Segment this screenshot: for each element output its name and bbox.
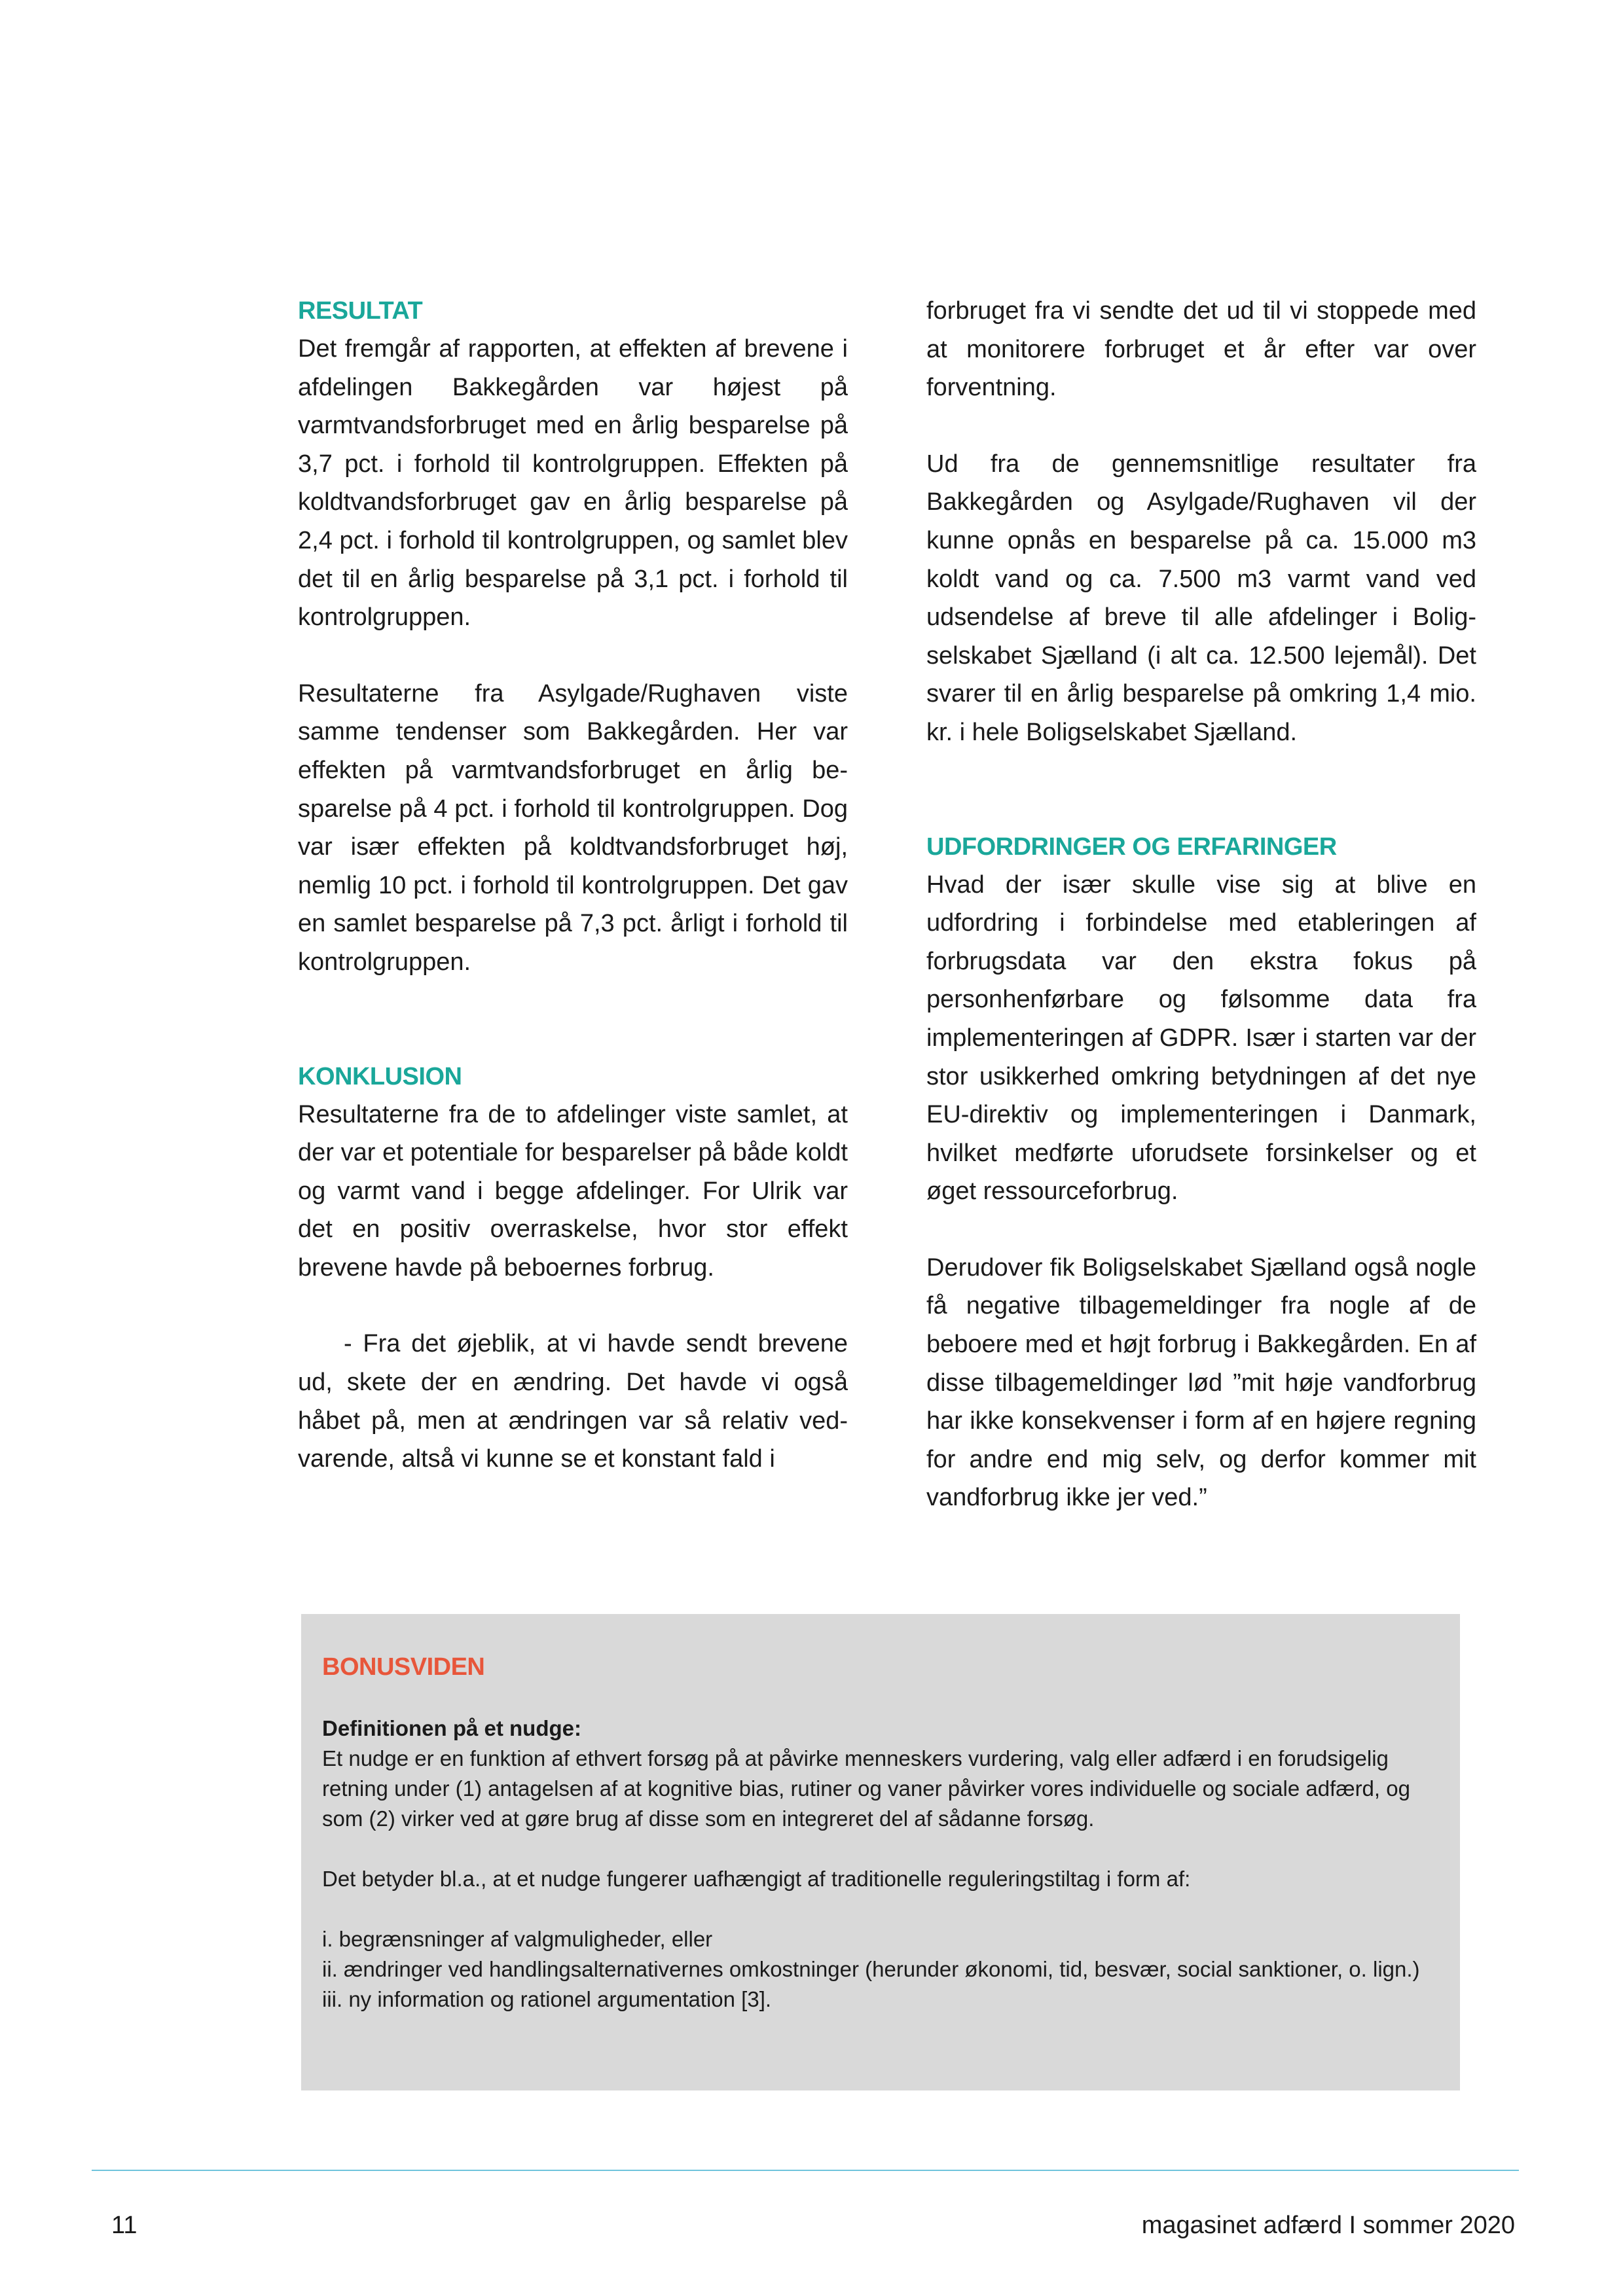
bonus-box	[301, 1614, 1460, 2090]
udfordringer-paragraph-1: Hvad der især skulle vise sig at blive en udfordring i forbindelse med etableringen af forbrugsdata var den ekstra fokus på personhenførbare og følsomme data fra implementeringen af GDPR. Især i starten var der stor usikkerhed omkring betydningen af det nye EU-direktiv og implementeringen i Danmark, hvilket medførte uforudsete forsinkelser og et øget ressourceforbrug.	[926, 870, 1476, 1206]
bonus-list	[322, 1924, 1448, 2015]
konklusion-quote: - Fra det øjeblik, at vi havde sendt brevene ud, skete der en ændring. Det havde vi også håbet på, men at ændringen var så relativ vedvarende, altså vi kunne se et konstant fald i	[298, 1330, 848, 1473]
bonus-title: BONUSVIDEN	[322, 1653, 485, 1681]
udfordringer-heading: UDFORDRINGER OG ERFARINGER	[926, 833, 1337, 861]
resultat-paragraph-2: Resultaterne fra Asylgade/Rughaven viste samme tendenser som Bakkegården. Her var effekten på varmtvandsforbruget en årlig besparelse på 4 pct. i forhold til kontrolgruppen. Dog var især effekten på koldtvandsforbruget høj, nemlig 10 pct. i forhold til kontrolgruppen. Det gav en samlet besparelse på 7,3 pct. årligt i forhold til kontrolgruppen.	[298, 679, 848, 976]
right-column	[926, 292, 1476, 1517]
bonus-intro: Det betyder bl.a., at et nudge fungerer uafhængigt af traditionelle reguleringstiltag i form af:	[322, 1867, 1191, 1891]
bonus-list-item: iii. ny information og rationel argumentation [3].	[322, 1987, 772, 2011]
udfordringer-paragraph-2: Derudover fik Boligselskabet Sjælland også nogle få negative tilbagemeldinger fra nogle af de beboere med et højt forbrug i Bakkegården. En af disse tilbagemeldinger lød ”mit høje vandforbrug har ikke konsekvenser i form af en højere regning for andre end mig selv, og derfor kommer mit vandforbrug ikke jer ved.”	[926, 1253, 1476, 1512]
resultat-heading: RESULTAT	[298, 297, 423, 325]
resultat-paragraph-1: Det fremgår af rapporten, at effekten af brevene i afdelingen Bakkegården var højest på varmtvandsforbruget med en årlig besparelse på 3,7 pct. i forhold til kontrolgruppen. Effekten på koldtvandsforbruget gav en årlig besparelse på 2,4 pct. i forhold til kontrolgruppen, og samlet blev det til en årlig besparelse på 3,1 pct. i forhold til kontrolgruppen.	[298, 335, 848, 632]
konklusion-paragraph-1: Resultaterne fra de to afdelinger viste samlet, at der var et potentiale for besparelser på både koldt og varmt vand i begge afdelinger. For Ulrik var det en positiv overraskelse, hvor stor effekt brevene havde på beboernes forbrug.	[298, 1100, 848, 1282]
right-paragraph-2: Ud fra de gennemsnitlige resultater fra Bakkegården og Asylgade/Rughaven vil der kunne opnås en besparelse på ca. 15.000 m3 koldt vand og ca. 7.500 m3 varmt vand ved udsendelse af breve til alle afdelinger i Boligselskabet Sjælland (i alt ca. 12.500 lejemål). Det svarer til en årlig besparelse på omkring 1,4 mio. kr. i hele Boligselskabet Sjælland.	[926, 450, 1476, 746]
bonus-definition: Et nudge er en funktion af ethvert forsøg på at påvirke menneskers vurdering, valg eller adfærd i en forudsigelig retning under (1) antagelsen af at kognitive bias, rutiner og vaner påvirker vores individuelle og sociale adfærd, og som (2) virker ved at gøre brug af disse som en integreret del af sådanne forsøg.	[322, 1746, 1410, 1831]
bonus-list-item: i. begrænsninger af valgmuligheder, eller	[322, 1927, 713, 1951]
footer-divider	[92, 2170, 1519, 2171]
bonus-content	[322, 1652, 1448, 2015]
right-paragraph-1: forbruget fra vi sendte det ud til vi stoppede med at monitorere forbruget et år efter var over forventning.	[926, 297, 1476, 402]
page-number: 11	[111, 2212, 137, 2239]
publication-name: magasinet adfærd I sommer 2020	[1141, 2212, 1515, 2239]
left-column	[298, 292, 848, 1479]
konklusion-heading: KONKLUSION	[298, 1062, 462, 1090]
bonus-subheading: Definitionen på et nudge:	[322, 1716, 581, 1740]
bonus-list-item: ii. ændringer ved handlingsalternativernes omkostninger (herunder økonomi, tid, besvær, social sanktioner, o. lign.)	[322, 1957, 1420, 1981]
